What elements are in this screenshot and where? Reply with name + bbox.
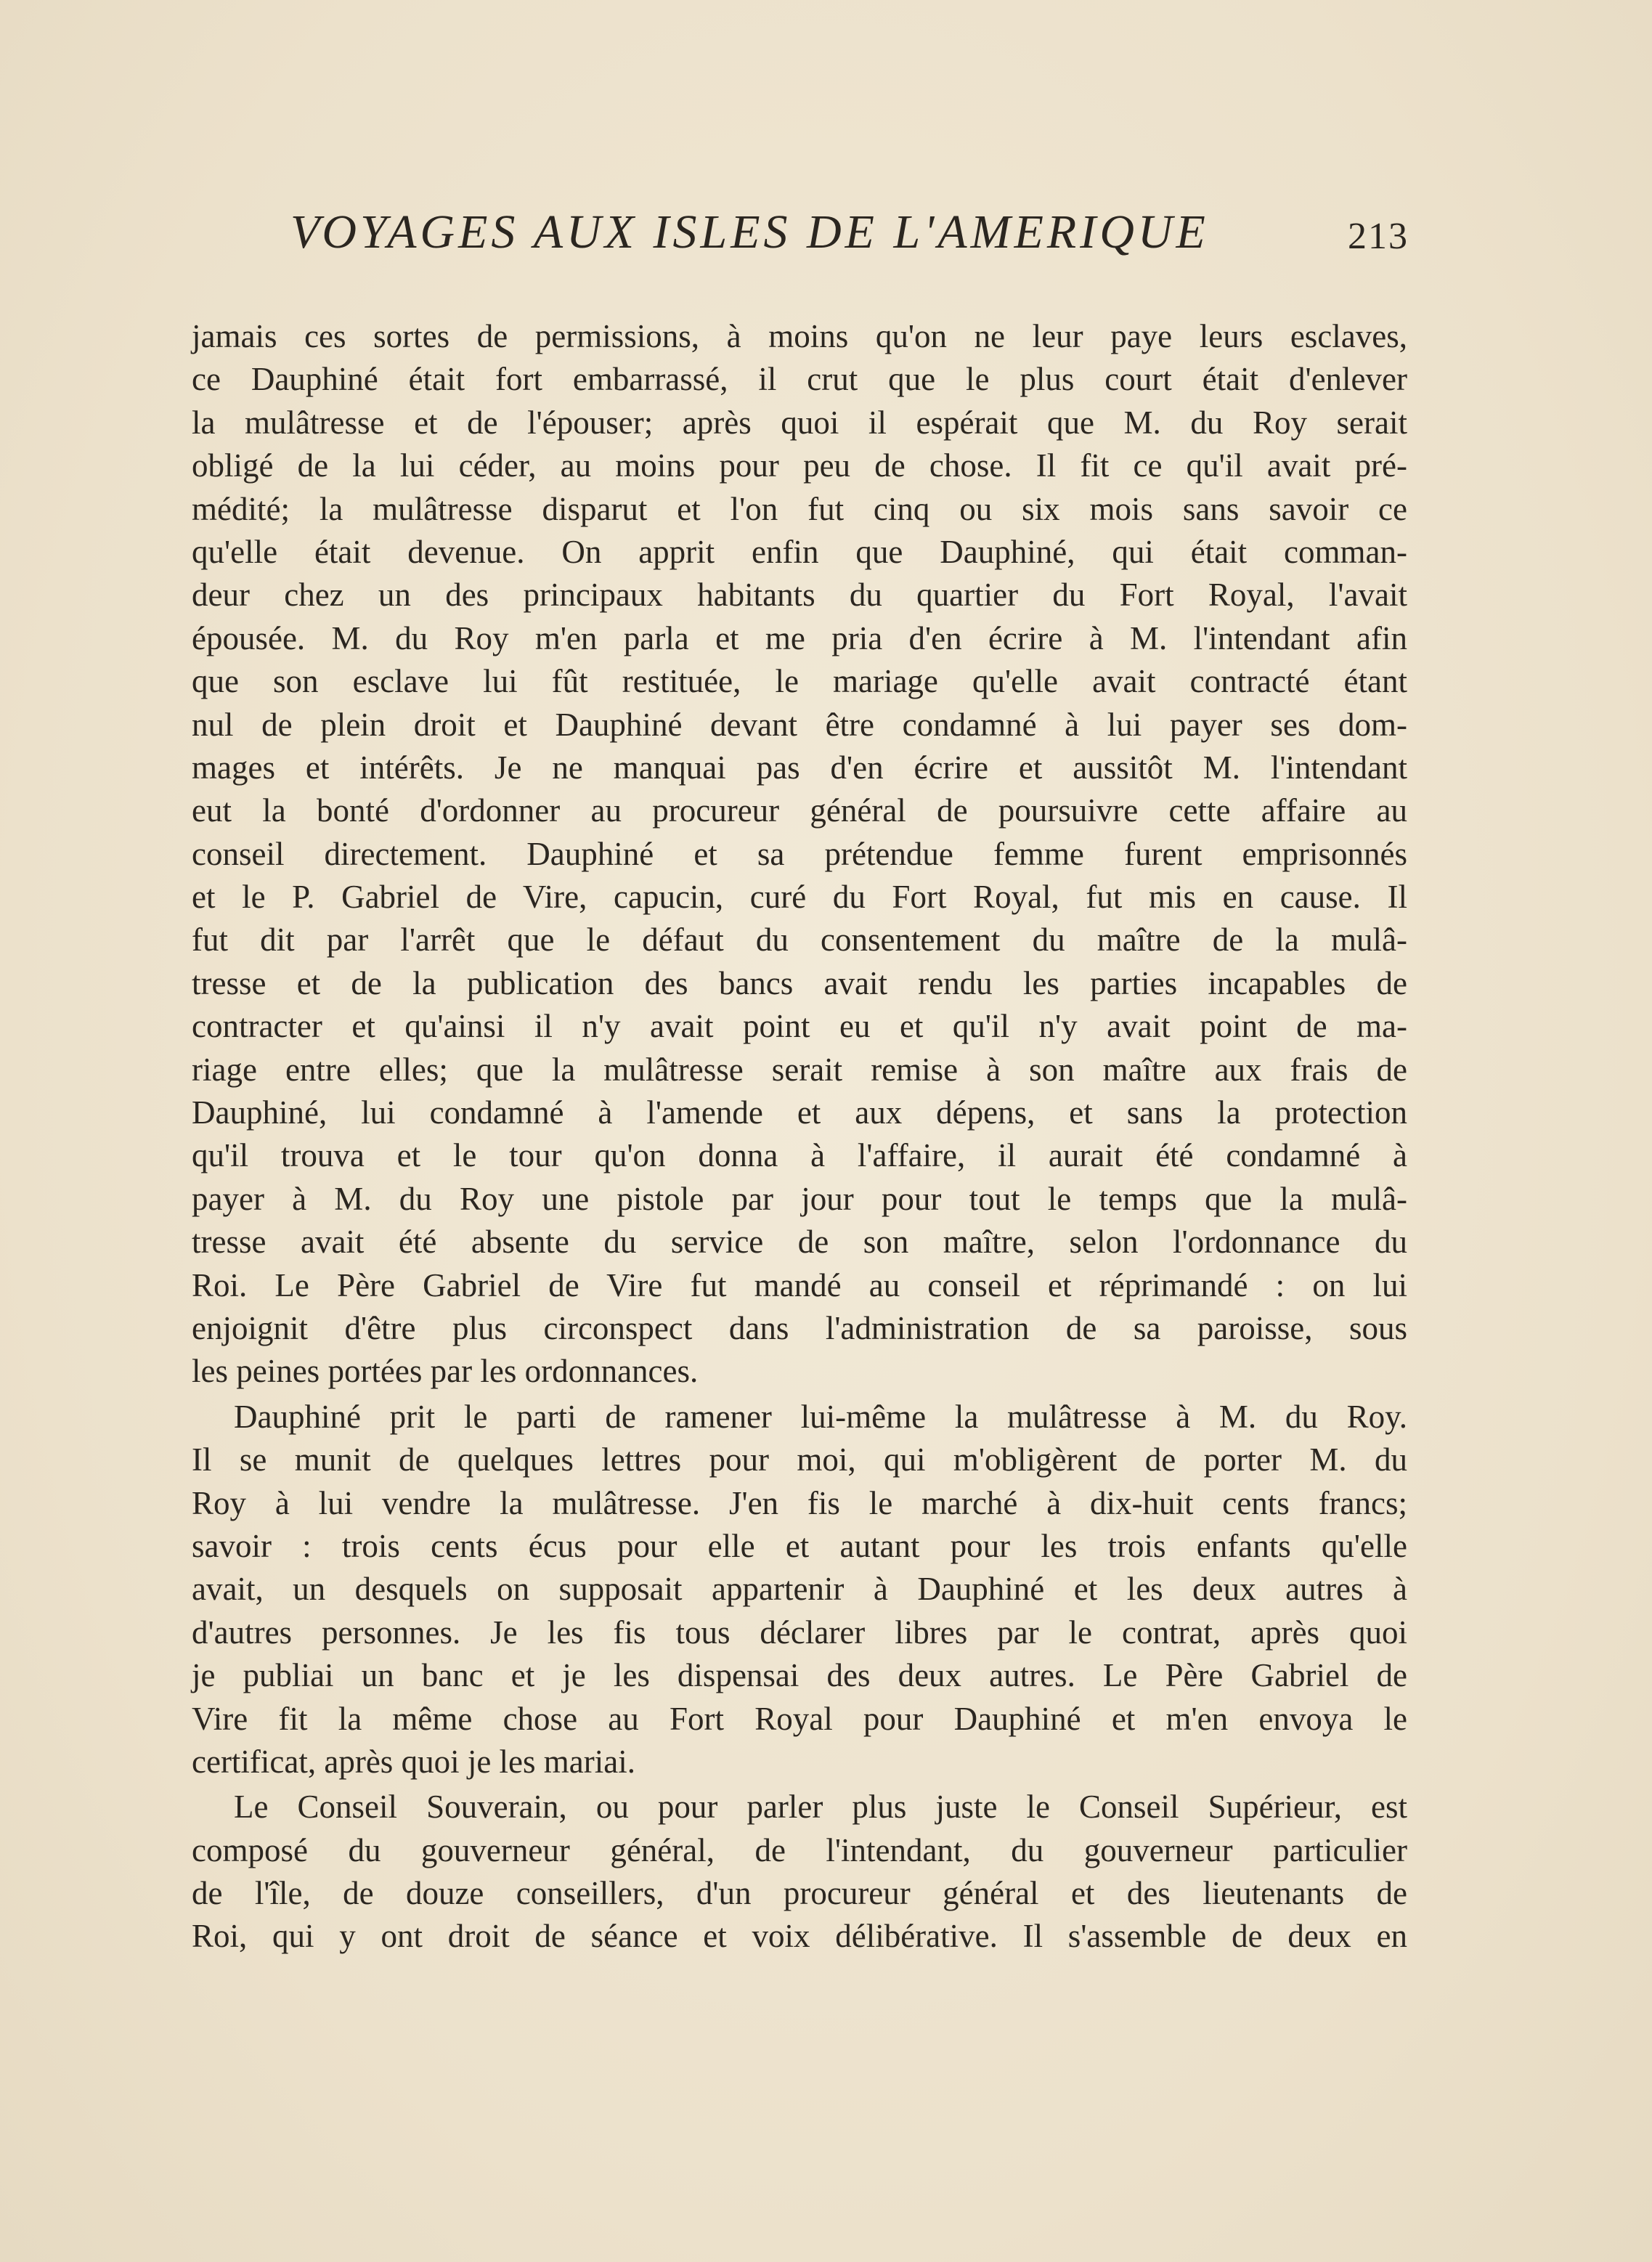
running-title: VOYAGES AUX ISLES DE L'AMERIQUE xyxy=(290,206,1209,259)
text-line: d'autres personnes. Je les fis tous déclarer libres par le contrat, après quoi xyxy=(192,1614,1407,1651)
text-line: jamais ces sortes de permissions, à moins qu'on ne leur paye leurs esclaves, xyxy=(192,318,1407,354)
text-line: Roi. Le Père Gabriel de Vire fut mandé au conseil et réprimandé : on lui xyxy=(192,1266,1407,1303)
text-line: Le Conseil Souverain, ou pour parler plus juste le Conseil Supérieur, est xyxy=(234,1789,1407,1826)
text-line: contracter et qu'ainsi il n'y avait point eu et qu'il n'y avait point de ma- xyxy=(192,1008,1407,1045)
text-line: savoir : trois cents écus pour elle et autant pour les trois enfants qu'elle xyxy=(192,1527,1407,1564)
paragraph xyxy=(192,1786,1407,1958)
text-line: tresse avait été absente du service de son maître, selon l'ordonnance du xyxy=(192,1224,1407,1261)
text-line: Il se munit de quelques lettres pour moi, qui m'obligèrent de porter M. du xyxy=(192,1441,1407,1478)
text-line: enjoignit d'être plus circonspect dans l'administration de sa paroisse, sous xyxy=(192,1309,1407,1346)
text-line: deur chez un des principaux habitants du quartier du Fort Royal, l'avait xyxy=(192,577,1407,614)
text-line: riage entre elles; que la mulâtresse serait remise à son maître aux frais de xyxy=(192,1051,1407,1088)
text-line: épousée. M. du Roy m'en parla et me pria d'en écrire à M. l'intendant afin xyxy=(192,619,1407,656)
page-number: 213 xyxy=(1348,216,1409,257)
text-line: médité; la mulâtresse disparut et l'on fut cinq ou six mois sans savoir ce xyxy=(192,490,1407,527)
text-line: qu'il trouva et le tour qu'on donna à l'affaire, il aurait été condamné à xyxy=(192,1137,1407,1174)
text-line: Dauphiné prit le parti de ramener lui-même la mulâtresse à M. du Roy. xyxy=(234,1398,1407,1435)
text-line: Vire fit la même chose au Fort Royal pour Dauphiné et m'en envoya le xyxy=(192,1700,1407,1737)
text-line: avait, un desquels on supposait appartenir à Dauphiné et les deux autres à xyxy=(192,1571,1407,1608)
text-line: tresse et de la publication des bancs avait rendu les parties incapables de xyxy=(192,964,1407,1001)
text-line: Dauphiné, lui condamné à l'amende et aux dépens, et sans la protection xyxy=(192,1094,1407,1131)
body-text xyxy=(192,315,1407,1958)
text-line: de l'île, de douze conseillers, d'un procureur général et des lieutenants de xyxy=(192,1875,1407,1912)
running-header xyxy=(290,205,1409,270)
paragraph xyxy=(192,315,1407,1394)
text-line: mages et intérêts. Je ne manquai pas d'en écrire et aussitôt M. l'intendant xyxy=(192,749,1407,786)
text-line: je publiai un banc et je les dispensai des deux autres. Le Père Gabriel de xyxy=(192,1657,1407,1694)
text-line: conseil directement. Dauphiné et sa prétendue femme furent emprisonnés xyxy=(192,835,1407,872)
text-line: que son esclave lui fût restituée, le mariage qu'elle avait contracté étant xyxy=(192,663,1407,700)
text-line: Roi, qui y ont droit de séance et voix délibérative. Il s'assemble de deux en xyxy=(192,1918,1407,1955)
text-line: obligé de la lui céder, au moins pour peu de chose. Il fit ce qu'il avait pré- xyxy=(192,447,1407,484)
text-line: payer à M. du Roy une pistole par jour pour tout le temps que la mulâ- xyxy=(192,1180,1407,1217)
text-line: Roy à lui vendre la mulâtresse. J'en fis le marché à dix-huit cents francs; xyxy=(192,1484,1407,1521)
text-line: et le P. Gabriel de Vire, capucin, curé du Fort Royal, fut mis en cause. Il xyxy=(192,879,1407,916)
text-line: fut dit par l'arrêt que le défaut du consentement du maître de la mulâ- xyxy=(192,922,1407,959)
text-line: eut la bonté d'ordonner au procureur général de poursuivre cette affaire au xyxy=(192,792,1407,829)
paragraph xyxy=(192,1396,1407,1784)
text-line: certificat, après quoi je les mariai. xyxy=(192,1743,635,1780)
text-line: la mulâtresse et de l'épouser; après quoi il espérait que M. du Roy serait xyxy=(192,404,1407,441)
text-line: ce Dauphiné était fort embarrassé, il crut que le plus court était d'enlever xyxy=(192,361,1407,398)
text-line: les peines portées par les ordonnances. xyxy=(192,1353,699,1390)
text-line: composé du gouverneur général, de l'intendant, du gouverneur particulier xyxy=(192,1831,1407,1868)
text-line: nul de plein droit et Dauphiné devant être condamné à lui payer ses dom- xyxy=(192,706,1407,743)
text-line: qu'elle était devenue. On apprit enfin que Dauphiné, qui était comman- xyxy=(192,533,1407,570)
